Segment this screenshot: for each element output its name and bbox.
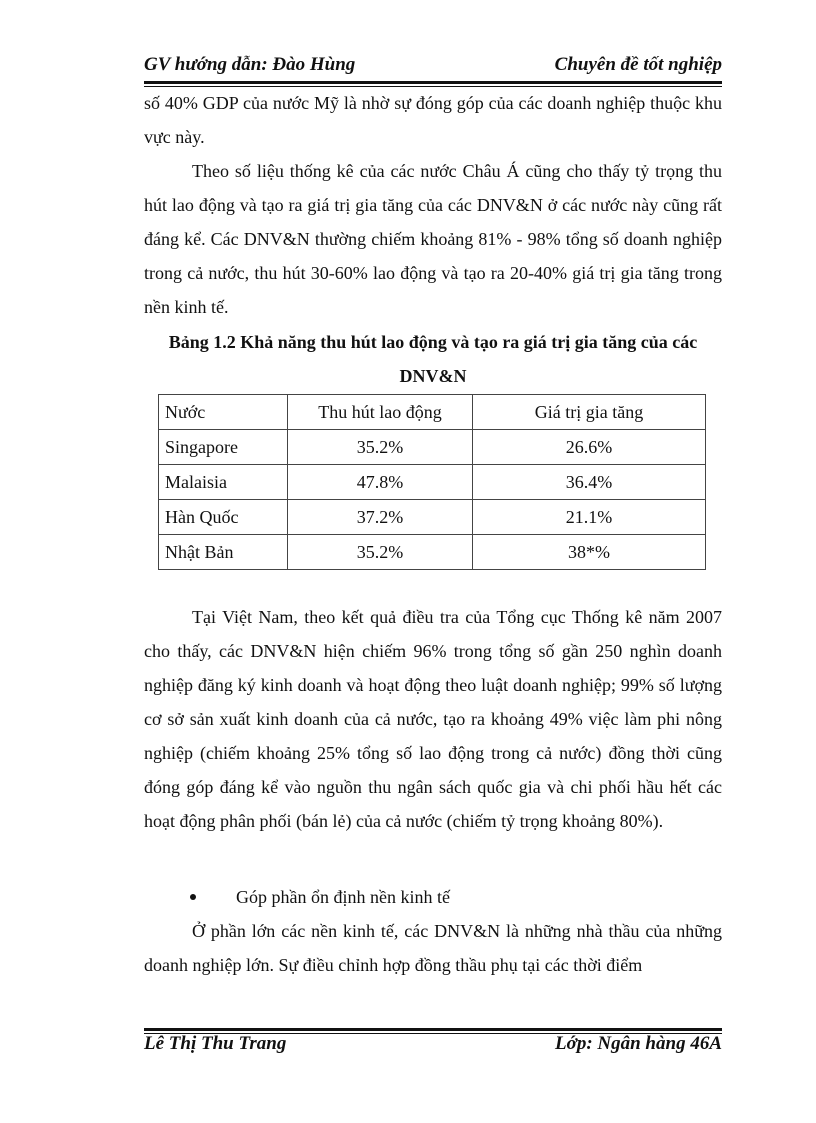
table-row	[159, 500, 706, 535]
table-cell: Singapore	[159, 430, 288, 465]
data-table	[158, 394, 706, 570]
table-row	[159, 430, 706, 465]
footer-author: Lê Thị Thu Trang	[144, 1033, 287, 1054]
paragraph-4: Ở phần lớn các nền kinh tế, các DNV&N là những nhà thầu của những doanh nghiệp lớn. Sự điều chỉnh hợp đồng thầu phụ tại các thời điểm	[144, 921, 722, 975]
table-cell: 38*%	[473, 535, 706, 570]
paragraph-2: Theo số liệu thống kê của các nước Châu Á cũng cho thấy tỷ trọng thu hút lao động và tạo ra giá trị gia tăng của các DNV&N ở các nước này cũng rất đáng kể. Các DNV&N thường chiếm khoảng 81% - 98% tổng số doanh nghiệp trong cả nước, thu hút 30-60% lao động và tạo ra 20-40% giá trị gia tăng trong nền kinh tế.	[144, 161, 722, 317]
table-header-cell: Thu hút lao động	[288, 395, 473, 430]
paragraph-1: số 40% GDP của nước Mỹ là nhờ sự đóng góp của các doanh nghiệp thuộc khu vực này.	[144, 93, 722, 147]
table-row	[159, 535, 706, 570]
table-header-cell: Giá trị gia tăng	[473, 395, 706, 430]
table-cell: 36.4%	[473, 465, 706, 500]
bullet-item	[190, 880, 450, 914]
table-cell: 37.2%	[288, 500, 473, 535]
table-cell: Hàn Quốc	[159, 500, 288, 535]
table-cell: 35.2%	[288, 430, 473, 465]
table-caption-line-2: DNV&N	[399, 366, 467, 386]
bullet-icon	[190, 894, 196, 900]
table-row	[159, 465, 706, 500]
table-cell: Nhật Bản	[159, 535, 288, 570]
header-rule-thick	[144, 81, 722, 84]
footer-class: Lớp: Ngân hàng 46A	[555, 1033, 722, 1054]
table-cell: 26.6%	[473, 430, 706, 465]
paragraph-3: Tại Việt Nam, theo kết quả điều tra của Tổng cục Thống kê năm 2007 cho thấy, các DNV&N hiện chiếm 96% trong tổng số gần 250 nghìn doanh nghiệp đăng ký kinh doanh và hoạt động theo luật doanh nghiệp; 99% số lượng cơ sở sản xuất kinh doanh của cả nước, tạo ra khoảng 49% việc làm phi nông nghiệp (chiếm khoảng 25% tổng số lao động trong cả nước) đồng thời cũng đóng góp đáng kể vào nguồn thu ngân sách quốc gia và chi phối hầu hết các hoạt động phân phối (bán lẻ) của cả nước (chiếm tỷ trọng khoảng 80%).	[144, 607, 722, 831]
table-cell: Malaisia	[159, 465, 288, 500]
table-caption-line-1: Bảng 1.2 Khả năng thu hút lao động và tạo ra giá trị gia tăng của các	[168, 332, 698, 352]
table-cell: 21.1%	[473, 500, 706, 535]
header-advisor: GV hướng dẫn: Đào Hùng	[144, 54, 356, 75]
page-header	[144, 54, 722, 82]
table-cell: 47.8%	[288, 465, 473, 500]
table-header-cell: Nước	[159, 395, 288, 430]
bullet-text: Góp phần ổn định nền kinh tế	[236, 887, 450, 907]
table-header-row	[159, 395, 706, 430]
table-cell: 35.2%	[288, 535, 473, 570]
header-doc-type: Chuyên đề tốt nghiệp	[554, 54, 722, 75]
page-footer	[144, 1028, 722, 1058]
footer-rule-thick	[144, 1028, 722, 1031]
